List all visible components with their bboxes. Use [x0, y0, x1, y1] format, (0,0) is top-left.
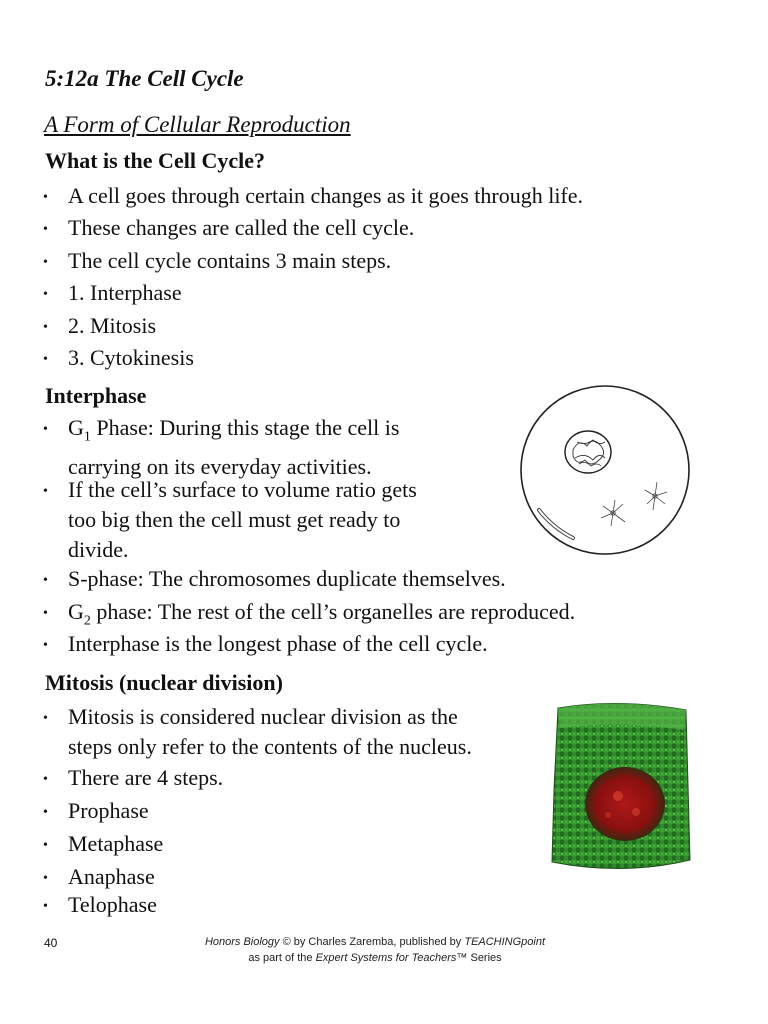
list-item: • Metaphase	[43, 829, 163, 861]
list-item: • 3. Cytokinesis	[43, 343, 194, 375]
interphase-cell-illustration	[515, 382, 695, 562]
list-item: • Interphase is the longest phase of the cell cycle.	[43, 629, 488, 661]
bullet-icon: •	[43, 222, 48, 237]
plant-cell-micrograph	[548, 700, 693, 872]
bullet-icon: •	[43, 711, 48, 726]
bullet-icon: •	[43, 287, 48, 302]
page-title: 5:12a The Cell Cycle	[45, 66, 244, 91]
bullet-icon: •	[43, 255, 48, 270]
page-number: 40	[44, 936, 58, 950]
bullet-icon: •	[43, 899, 48, 914]
bullet-icon: •	[43, 606, 48, 621]
nucleus-icon	[585, 767, 665, 841]
list-item: • A cell goes through certain changes as it goes through life.	[43, 181, 583, 213]
bullet-icon: •	[43, 422, 48, 437]
nucleus-icon	[565, 431, 611, 473]
list-item: • Prophase	[43, 796, 149, 828]
list-item: • Anaphase	[43, 862, 155, 894]
list-item: • 1. Interphase	[43, 278, 182, 310]
footer-line-2: as part of the Expert Systems for Teachers™ Series	[248, 952, 502, 964]
list-item: • If the cell’s surface to volume ratio gets too big then the cell must get ready to divide.	[43, 477, 417, 562]
heading-what-is-cell-cycle: What is the Cell Cycle?	[45, 148, 265, 173]
footer-line-1: Honors Biology © by Charles Zaremba, published by TEACHINGpoint	[204, 936, 546, 948]
page-subtitle: A Form of Cellular Reproduction	[44, 112, 351, 137]
list-item: • These changes are called the cell cycle.	[43, 213, 414, 245]
list-item: • There are 4 steps.	[43, 763, 223, 795]
bullet-icon: •	[43, 838, 48, 853]
list-item: • The cell cycle contains 3 main steps.	[43, 246, 391, 278]
bullet-icon: •	[43, 805, 48, 820]
list-item: • $G_1$ Phase: During this stage the cell is carrying on its everyday activities.	[43, 415, 400, 480]
bullet-icon: •	[43, 190, 48, 205]
heading-mitosis: Mitosis (nuclear division)	[45, 670, 283, 695]
heading-interphase: Interphase	[45, 383, 147, 408]
list-item: • $G_2$ phase: The rest of the cell’s organelles are reproduced.	[43, 599, 576, 629]
list-item: • 2. Mitosis	[43, 311, 156, 343]
bullet-icon: •	[43, 772, 48, 787]
list-item: • S-phase: The chromosomes duplicate themselves.	[43, 564, 506, 596]
bullet-icon: •	[43, 352, 48, 367]
bullet-icon: •	[43, 320, 48, 335]
list-item: • Telophase	[43, 890, 157, 922]
bullet-icon: •	[43, 484, 48, 499]
bullet-icon: •	[43, 638, 48, 653]
bullet-icon: •	[43, 573, 48, 588]
bullet-icon: •	[43, 871, 48, 886]
list-item: • Mitosis is considered nuclear division as the steps only refer to the contents of the nucleus.	[43, 704, 472, 759]
